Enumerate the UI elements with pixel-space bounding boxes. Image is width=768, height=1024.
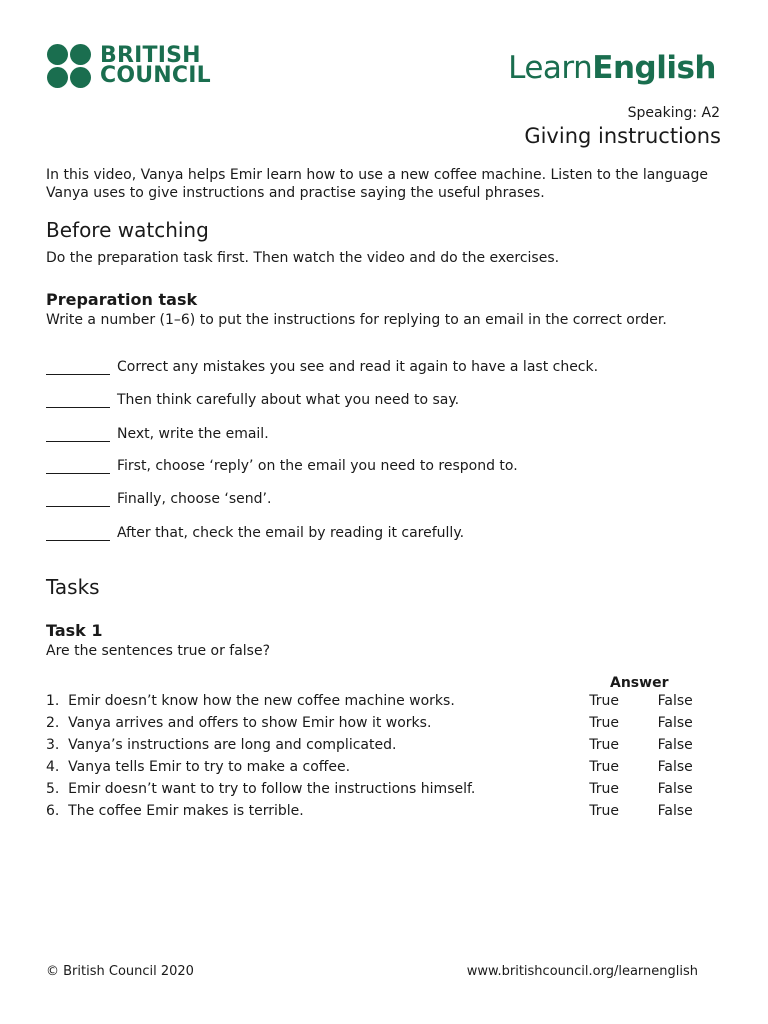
preparation-item-text: After that, check the email by reading it carefully. bbox=[117, 525, 465, 541]
answer-blank[interactable] bbox=[46, 524, 110, 541]
table-row bbox=[46, 781, 726, 797]
preparation-item-text: Correct any mistakes you see and read it again to have a last check. bbox=[117, 359, 599, 375]
british-council-logo bbox=[46, 43, 211, 89]
preparation-item-text: Finally, choose ‘send’. bbox=[117, 491, 272, 507]
preparation-item-text: Next, write the email. bbox=[117, 426, 269, 442]
logo-dots-icon bbox=[46, 43, 92, 89]
footer-copyright: © British Council 2020 bbox=[46, 964, 194, 979]
false-option[interactable]: False bbox=[657, 803, 693, 819]
question-number: 5. bbox=[46, 781, 60, 797]
intro-text: In this video, Vanya helps Emir learn how to use a new coffee machine. Listen to the language Vanya uses to give instructions and practise saying the useful phrases. bbox=[46, 167, 709, 201]
learnenglish-logo-part2: English bbox=[592, 50, 716, 86]
true-option[interactable]: True bbox=[589, 781, 619, 797]
false-option[interactable]: False bbox=[657, 759, 693, 775]
logo-text-line2: COUNCIL bbox=[100, 63, 211, 88]
order-number-input[interactable] bbox=[46, 524, 110, 540]
question-number: 6. bbox=[46, 803, 60, 819]
answer-blank[interactable] bbox=[46, 358, 110, 375]
false-option[interactable]: False bbox=[657, 715, 693, 731]
false-option[interactable]: False bbox=[657, 737, 693, 753]
order-number-input[interactable] bbox=[46, 425, 110, 441]
true-option[interactable]: True bbox=[589, 715, 619, 731]
list-item bbox=[46, 358, 598, 375]
list-item bbox=[46, 490, 271, 507]
question-text: Vanya tells Emir to try to make a coffee. bbox=[68, 759, 351, 775]
false-option[interactable]: False bbox=[657, 781, 693, 797]
level-label: Speaking: A2 bbox=[627, 105, 720, 121]
list-item bbox=[46, 425, 269, 442]
logo-text-line1: BRITISH bbox=[100, 43, 201, 68]
true-option[interactable]: True bbox=[589, 693, 619, 709]
before-watching-text: Do the preparation task first. Then watch the video and do the exercises. bbox=[46, 250, 560, 266]
learnenglish-logo-part1: Learn bbox=[508, 50, 593, 86]
table-row bbox=[46, 737, 726, 753]
answer-blank[interactable] bbox=[46, 490, 110, 507]
true-option[interactable]: True bbox=[589, 737, 619, 753]
question-text: The coffee Emir makes is terrible. bbox=[68, 803, 304, 819]
page-title: Giving instructions bbox=[524, 124, 721, 148]
question-number: 3. bbox=[46, 737, 60, 753]
answer-blank[interactable] bbox=[46, 425, 110, 442]
question-text: Emir doesn’t know how the new coffee machine works. bbox=[68, 693, 455, 709]
table-row bbox=[46, 803, 726, 819]
preparation-heading: Preparation task bbox=[46, 290, 198, 309]
list-item bbox=[46, 391, 459, 408]
answer-column-header: Answer bbox=[610, 675, 669, 691]
order-number-input[interactable] bbox=[46, 358, 110, 374]
tasks-heading: Tasks bbox=[46, 575, 100, 599]
table-row bbox=[46, 693, 726, 709]
question-number: 2. bbox=[46, 715, 60, 731]
before-watching-heading: Before watching bbox=[46, 218, 209, 242]
answer-blank[interactable] bbox=[46, 391, 110, 408]
true-option[interactable]: True bbox=[589, 803, 619, 819]
question-text: Vanya arrives and offers to show Emir how it works. bbox=[68, 715, 432, 731]
table-row bbox=[46, 759, 726, 775]
order-number-input[interactable] bbox=[46, 391, 110, 407]
footer-url-link[interactable]: www.britishcouncil.org/learnenglish bbox=[466, 964, 698, 979]
task1-heading: Task 1 bbox=[46, 621, 103, 640]
list-item bbox=[46, 524, 464, 541]
true-option[interactable]: True bbox=[589, 759, 619, 775]
answer-blank[interactable] bbox=[46, 457, 110, 474]
task1-instruction: Are the sentences true or false? bbox=[46, 643, 271, 659]
order-number-input[interactable] bbox=[46, 457, 110, 473]
order-number-input[interactable] bbox=[46, 490, 110, 506]
false-option[interactable]: False bbox=[657, 693, 693, 709]
question-number: 1. bbox=[46, 693, 60, 709]
question-text: Emir doesn’t want to try to follow the instructions himself. bbox=[68, 781, 476, 797]
preparation-instruction: Write a number (1–6) to put the instructions for replying to an email in the correct order. bbox=[46, 312, 667, 328]
learnenglish-logo bbox=[508, 50, 716, 86]
preparation-item-text: Then think carefully about what you need to say. bbox=[117, 392, 460, 408]
table-row bbox=[46, 715, 726, 731]
question-number: 4. bbox=[46, 759, 60, 775]
preparation-item-text: First, choose ‘reply’ on the email you need to respond to. bbox=[117, 458, 518, 474]
question-text: Vanya’s instructions are long and complicated. bbox=[68, 737, 397, 753]
list-item bbox=[46, 457, 518, 474]
